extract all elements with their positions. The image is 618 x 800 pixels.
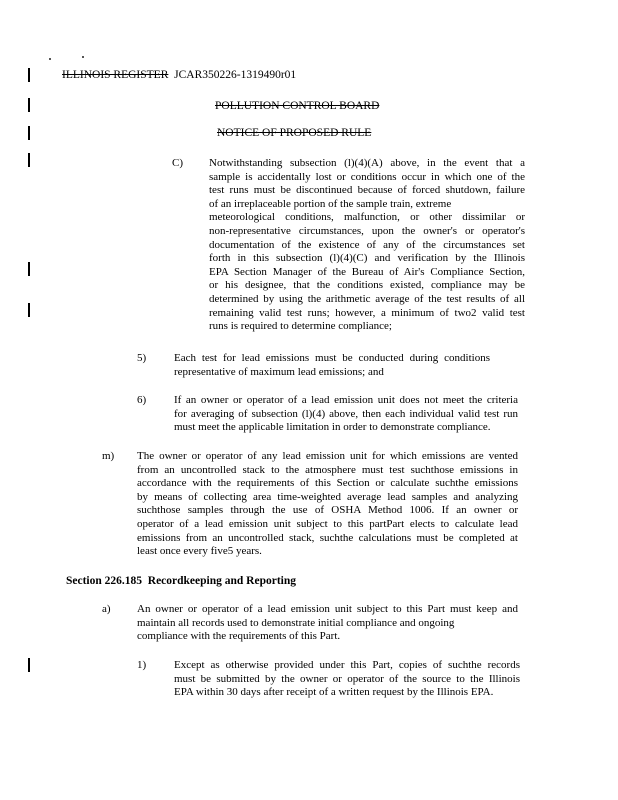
subsection-6-paragraph: If an owner or operator of a lead emission unit does not meet the criteria for averaging of subsection (l)(4) above, then each individual valid test run must meet the applicable limitation in order to demonstrate compliance. bbox=[174, 394, 518, 434]
revision-bar bbox=[28, 68, 30, 82]
item-label: 5) bbox=[137, 352, 147, 364]
revision-bar bbox=[28, 303, 30, 317]
register-header bbox=[62, 69, 296, 83]
item-label: 1) bbox=[137, 659, 147, 671]
docket-number: JCAR350226-1319490r01 bbox=[174, 69, 297, 81]
item-label: a) bbox=[102, 603, 111, 615]
subsection-c-paragraph: Notwithstanding subsection (l)(4)(A) above, in the event that a sample is accidentally lost or conditions occur in which one of the test runs must be discontinued because of forced shutdown, failure of an irreplaceable portion of the sample train, extreme meteorological conditions, malfunction, or other dissimilar or non-representative circumstances, upon the owner's or operator's documentation of the existence of any of the circumstances set forth in this subsection (l)(4)(C) and verification by the Illinois EPA Section Manager of the Bureau of Air's Compliance Section, or his designee, that the conditions existed, compliance may be determined by using the arithmetic average of the test results of all remaining valid test runs; however, a minimum of two2 valid test runs is required to determine compliance; bbox=[209, 157, 525, 333]
item-label: C) bbox=[172, 157, 183, 169]
register-name: ILLINOIS REGISTER bbox=[62, 69, 169, 81]
notice-title: NOTICE OF PROPOSED RULE bbox=[217, 127, 372, 139]
subsection-5-paragraph: Each test for lead emissions must be conducted during conditions representative of maximum lead emissions; and bbox=[174, 352, 490, 378]
board-name: POLLUTION CONTROL BOARD bbox=[215, 100, 380, 112]
subsection-m-paragraph: The owner or operator of any lead emission unit for which emissions are vented from an uncontrolled stack to the atmosphere must test suchthose emissions in accordance with the requirements of this Section or calculate suchthe emissions by means of collecting area time-weighted average lead samples and analyzing suchthose samples through the use of OSHA Method 1006. If an owner or operator of a lead emission unit subject to this partPart elects to calculate lead emissions from an uncontrolled stack, suchthe calculations must be completed at least once every five5 years. bbox=[137, 450, 518, 558]
item-label: m) bbox=[102, 450, 115, 462]
revision-bar bbox=[28, 126, 30, 140]
subsection-a-paragraph: An owner or operator of a lead emission unit subject to this Part must keep and maintain all records used to demonstrate initial compliance and ongoing compliance with the requirements of this Part. bbox=[137, 603, 518, 643]
revision-bar bbox=[28, 262, 30, 276]
scan-speck bbox=[82, 56, 84, 58]
subsection-1-paragraph: Except as otherwise provided under this Part, copies of suchthe records must be submitted by the owner or operator of the source to the Illinois EPA within 30 days after receipt of a written request by the Illinois EPA. bbox=[174, 659, 520, 699]
section-heading: Section 226.185 Recordkeeping and Reporting bbox=[66, 575, 296, 587]
item-label: 6) bbox=[137, 394, 147, 406]
revision-bar bbox=[28, 153, 30, 167]
scan-speck bbox=[49, 58, 51, 60]
revision-bar bbox=[28, 658, 30, 672]
revision-bar bbox=[28, 98, 30, 112]
